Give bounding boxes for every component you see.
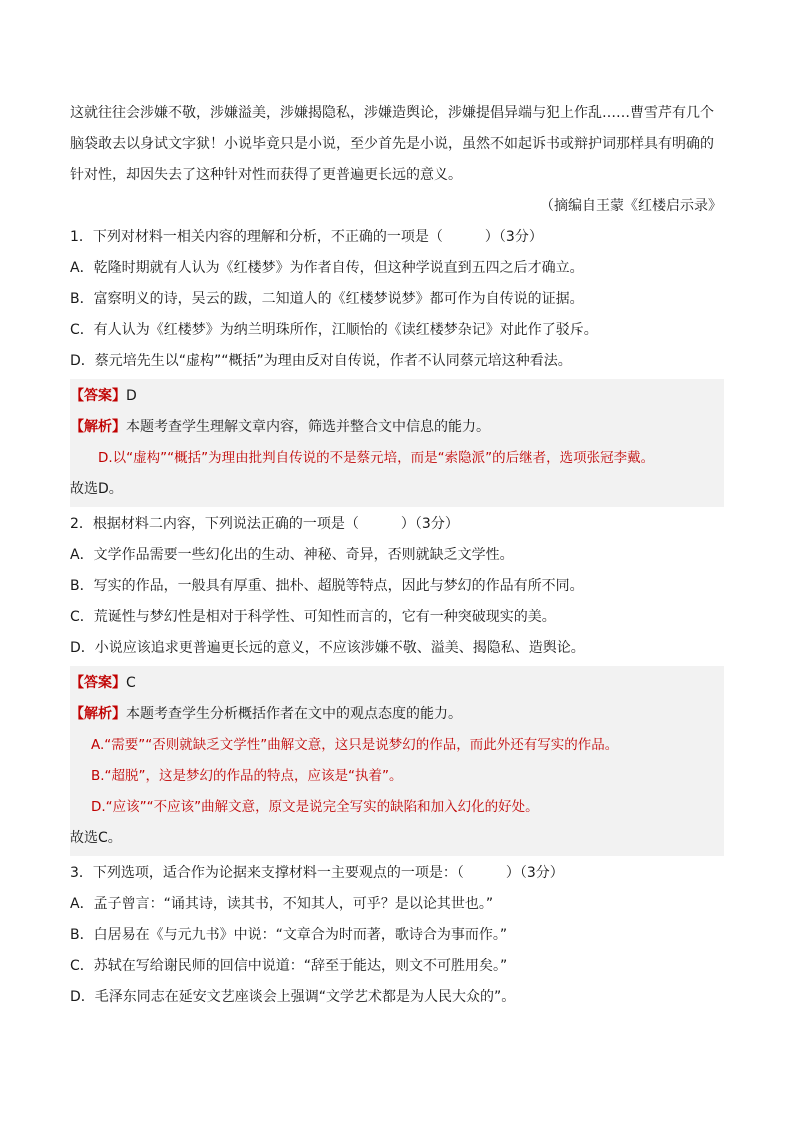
option-a: A．乾隆时期就有人认为《红楼梦》为作者自传，但这种学说直到五四之后才确立。 — [70, 260, 584, 276]
answer-box — [70, 666, 724, 856]
option-b: B．富察明义的诗，吴云的跋，二知道人的《红楼梦说梦》都可作为自传说的证据。 — [70, 291, 584, 307]
option-b: B．白居易在《与元九书》中说：“文章合为时而著，歌诗合为事而作。” — [70, 927, 508, 943]
question-stem: 1．下列对材料一相关内容的理解和分析，不正确的一项是（ ）（3分） — [70, 229, 543, 245]
option-a: A．文学作品需要一些幻化出的生动、神秘、奇异，否则就缺乏文学性。 — [70, 547, 514, 563]
conclusion-line: 故选C。 — [70, 830, 122, 846]
answer-value: C — [126, 675, 136, 691]
option-b: B．写实的作品，一般具有厚重、拙朴、超脱等特点，因此与梦幻的作品有所不同。 — [70, 578, 584, 594]
conclusion-line: 故选D。 — [70, 481, 123, 497]
explanation-line: D.以“虚构”“概括”为理由批判自传说的不是蔡元培，而是“索隐派”的后继者，选项张冠李戴。 — [98, 450, 655, 466]
explanation-line: A.“需要”“否则就缺乏文学性”曲解文意，这只是说梦幻的作品，而此外还有写实的作品。 — [91, 737, 619, 753]
option-c: C．苏轼在写给谢民师的回信中说道：“辞至于能达，则文不可胜用矣。” — [70, 958, 508, 974]
analysis-tag: 【解析】 — [70, 419, 126, 435]
question-stem: 2．根据材料二内容，下列说法正确的一项是（ ）（3分） — [70, 516, 459, 532]
answer-tag: 【答案】 — [70, 675, 126, 691]
passage — [70, 98, 724, 222]
analysis-line — [70, 412, 724, 443]
passage-line: 针对性，却因失去了这种针对性而获得了更普遍更长远的意义。 — [70, 167, 462, 183]
passage-line: 脑袋敢去以身试文字狱！小说毕竟只是小说，至少首先是小说，虽然不如起诉书或辩护词那样具有明确的 — [70, 136, 714, 152]
analysis-line — [70, 699, 724, 730]
analysis-tag: 【解析】 — [70, 706, 126, 722]
option-d: D．蔡元培先生以“虚构”“概括”为理由反对自传说，作者不认同蔡元培这种看法。 — [70, 353, 572, 369]
option-d: D．小说应该追求更普遍更长远的意义，不应该涉嫌不敬、溢美、揭隐私、造舆论。 — [70, 640, 585, 656]
option-c: C．荒诞性与梦幻性是相对于科学性、可知性而言的，它有一种突破现实的美。 — [70, 609, 556, 625]
explanation-line: B.“超脱”，这是梦幻的作品的特点，应该是“执着”。 — [91, 768, 403, 784]
analysis-text: 本题考查学生理解文章内容，筛选并整合文中信息的能力。 — [126, 419, 490, 435]
document-content — [70, 98, 724, 1013]
passage-line: 这就往往会涉嫌不敬，涉嫌溢美，涉嫌揭隐私，涉嫌造舆论，涉嫌提倡异端与犯上作乱……曹雪芹有几个 — [70, 105, 714, 121]
explanation-line: D.“应该”“不应该”曲解文意，原文是说完全写实的缺陷和加入幻化的好处。 — [91, 799, 539, 815]
answer-line — [70, 668, 724, 699]
option-c: C．有人认为《红楼梦》为纳兰明珠所作，江顺怡的《读红楼梦杂记》对此作了驳斥。 — [70, 322, 598, 338]
answer-tag: 【答案】 — [70, 388, 126, 404]
question-3 — [70, 858, 724, 1013]
option-a: A．孟子曾言：“诵其诗，读其书，不知其人，可乎？是以论其世也。” — [70, 896, 494, 912]
answer-value: D — [126, 388, 137, 404]
answer-line — [70, 381, 724, 412]
option-d: D．毛泽东同志在延安文艺座谈会上强调“文学艺术都是为人民大众的”。 — [70, 989, 516, 1005]
question-stem: 3．下列选项，适合作为论据来支撑材料一主要观点的一项是：（ ）（3分） — [70, 865, 564, 881]
analysis-text: 本题考查学生分析概括作者在文中的观点态度的能力。 — [126, 706, 462, 722]
question-1 — [70, 222, 724, 507]
answer-box — [70, 379, 724, 507]
passage-source: （摘编自王蒙《红楼启示录》 — [540, 198, 722, 214]
question-2 — [70, 509, 724, 856]
